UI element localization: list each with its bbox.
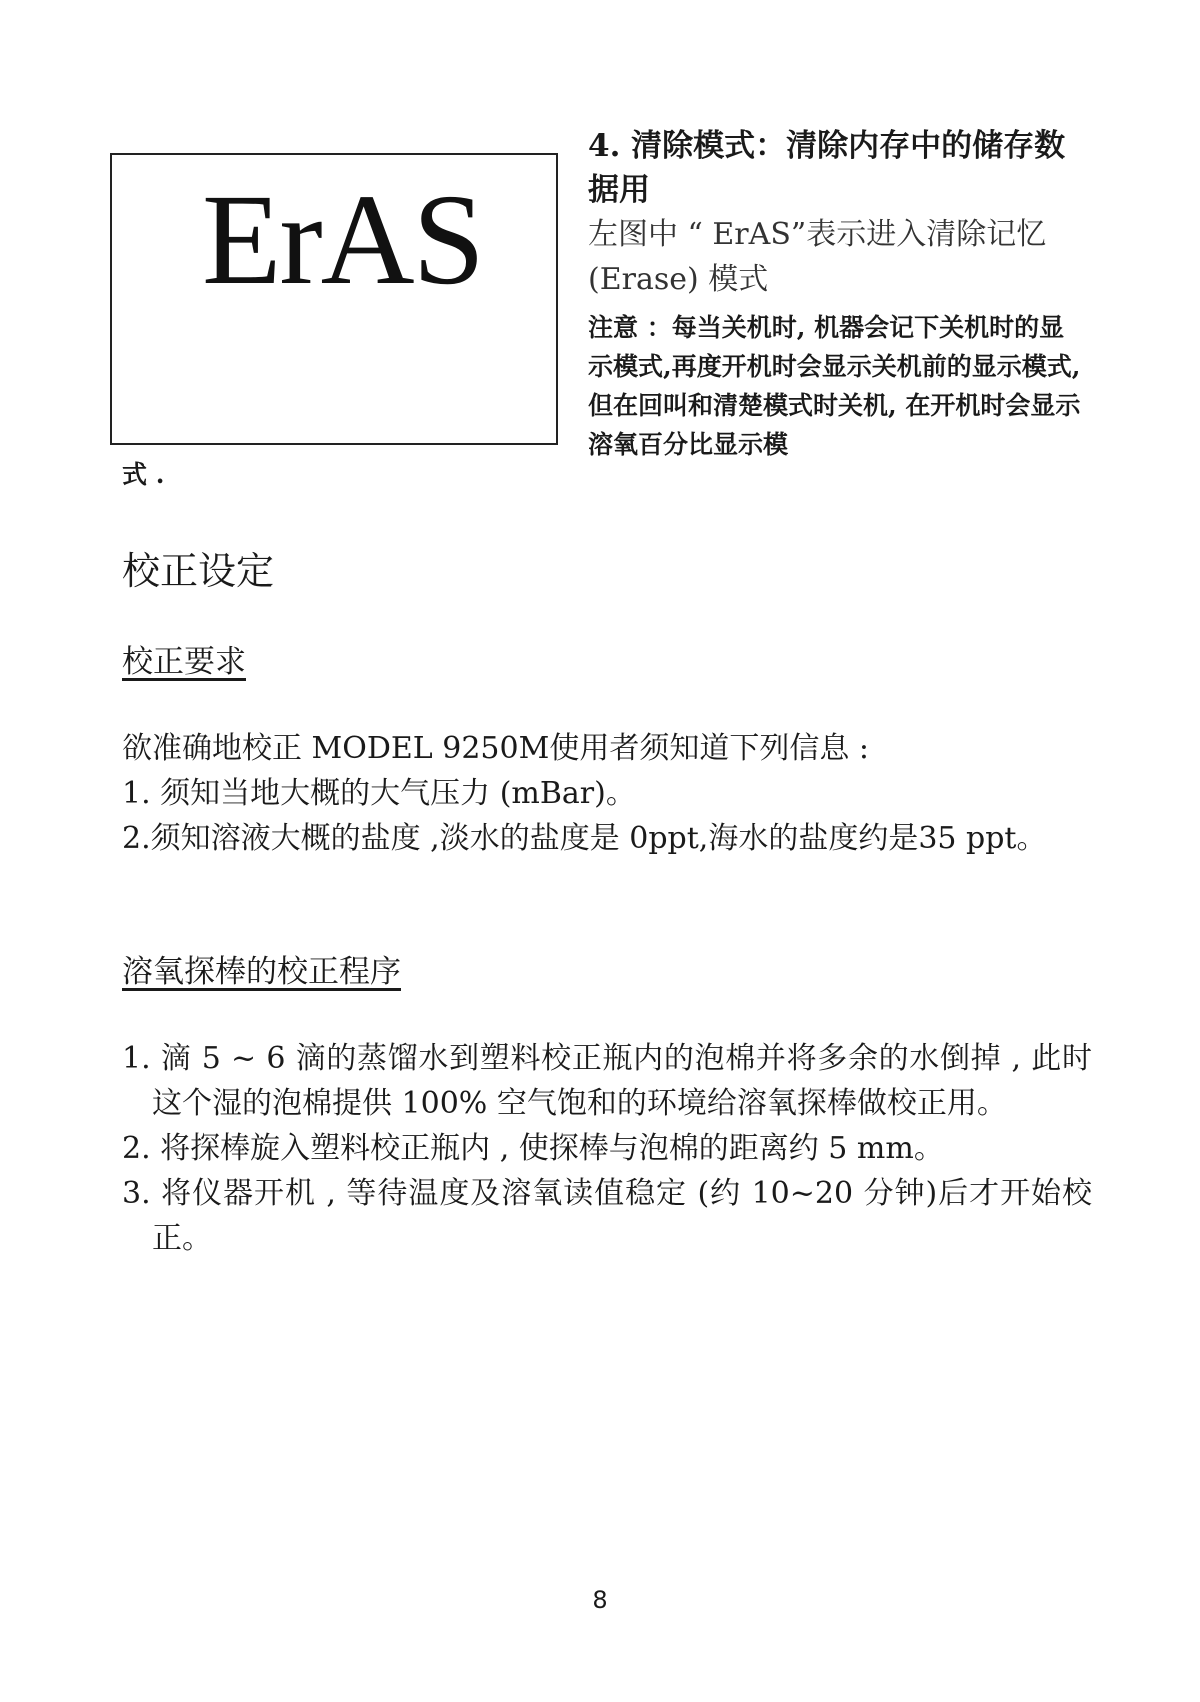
erase-mode-description <box>588 124 1088 464</box>
requirement-item: 1. 须知当地大概的大气压力 (mBar)。 <box>122 776 636 811</box>
erase-mode-note-tail: 式 . <box>122 460 165 489</box>
procedure-list <box>122 1036 1092 1261</box>
page-number: 8 <box>592 1586 608 1614</box>
erase-mode-note: 注意 ：每当关机时, 机器会记下关机时的显示模式,再度开机时会显示关机前的显示模式, 但在回叫和清楚模式时关机, 在开机时会显示溶氧百分比显示模 <box>588 313 1081 459</box>
procedure-step: 2. 将探棒旋入塑料校正瓶内 , 使探棒与泡棉的距离约 5 mm。 <box>122 1131 944 1166</box>
requirement-item: 2.须知溶液大概的盐度 ,淡水的盐度是 0ppt,海水的盐度约是35 ppt。 <box>122 821 1047 856</box>
section-title: 校正设定 <box>122 549 275 593</box>
requirements-heading: 校正要求 <box>122 644 246 680</box>
requirements-intro: 欲准确地校正 MODEL 9250M使用者须知道下列信息 : <box>122 731 869 766</box>
erase-mode-text: 左图中 “ ErAS”表示进入清除记忆 (Erase) 模式 <box>588 217 1047 297</box>
procedure-heading: 溶氧探棒的校正程序 <box>122 954 401 990</box>
erase-mode-display-figure <box>110 153 558 445</box>
procedure-step: 1. 滴 5 ~ 6 滴的蒸馏水到塑料校正瓶内的泡棉并将多余的水倒掉 , 此时这个湿的泡棉提供 100% 空气饱和的环境给溶氧探棒做校正用。 <box>122 1041 1092 1121</box>
requirements-list <box>122 726 1092 861</box>
erase-mode-title: 4. 清除模式：清除内存中的储存数据用 <box>588 128 1066 208</box>
display-text-eras: ErAS <box>202 168 483 312</box>
procedure-step: 3. 将仪器开机 , 等待温度及溶氧读值稳定 (约 10~20 分钟)后才开始校正。 <box>122 1176 1092 1256</box>
